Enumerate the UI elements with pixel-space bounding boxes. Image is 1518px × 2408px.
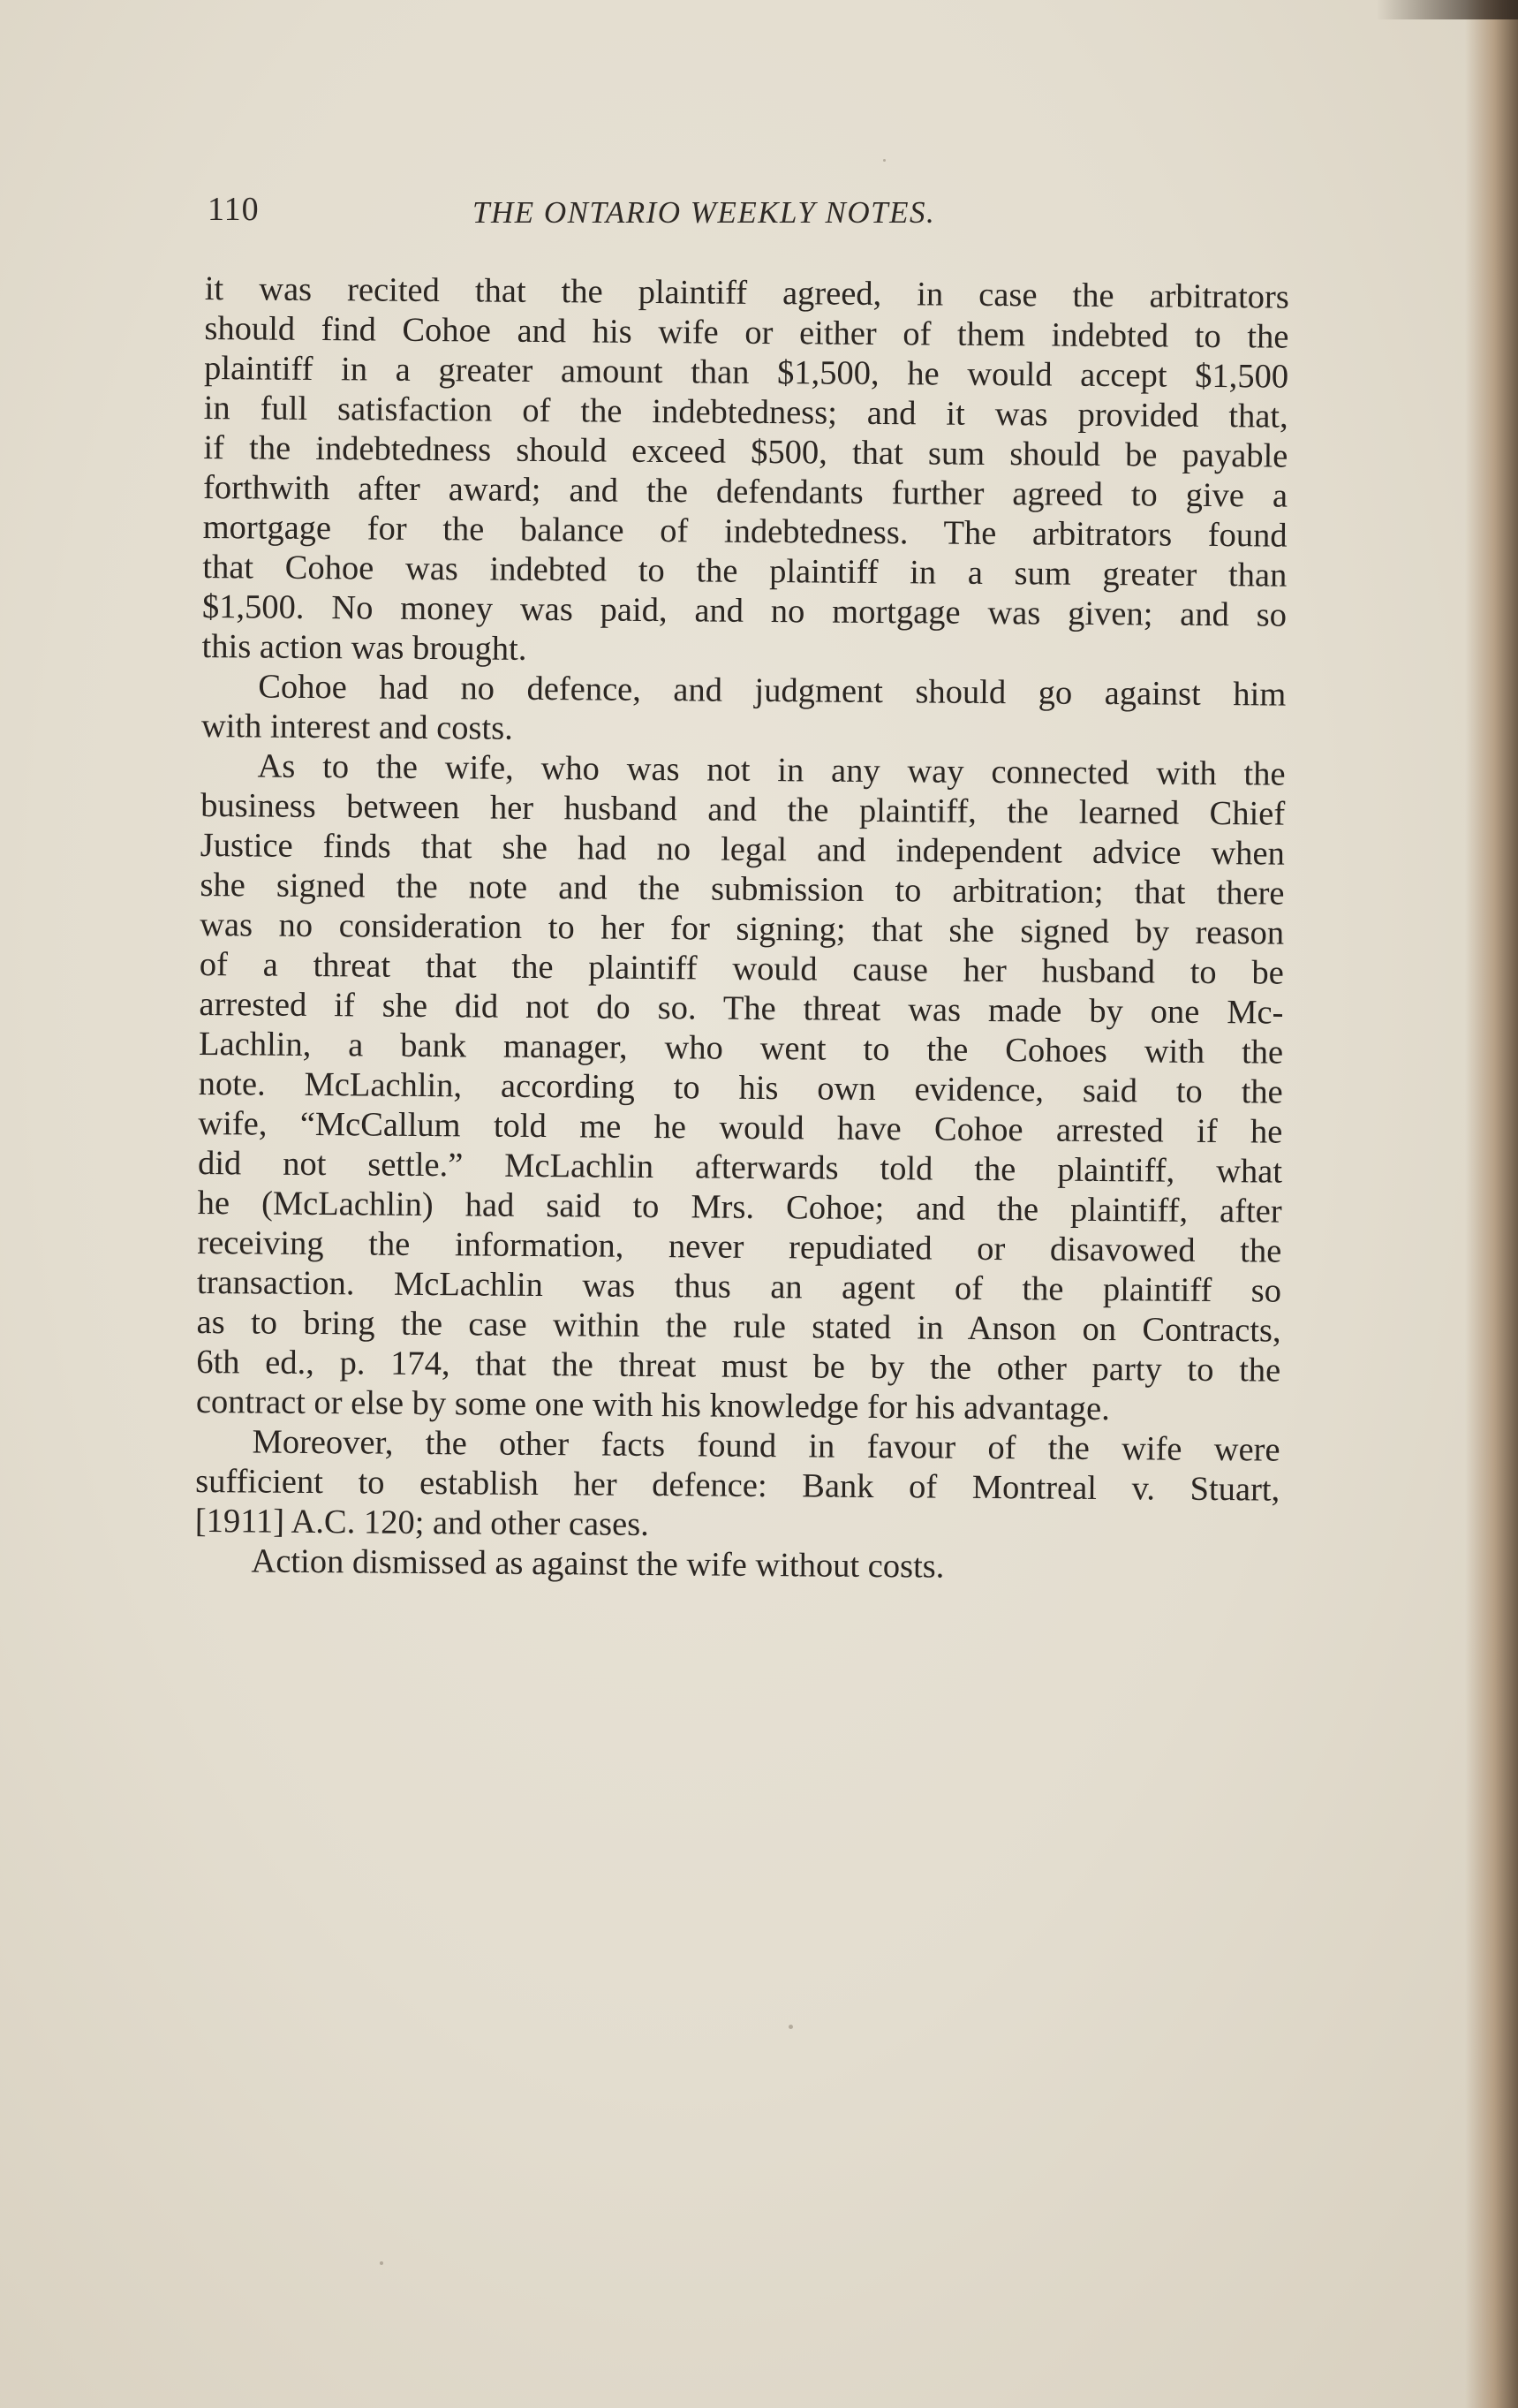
text-line: arrested if she did not do so. The threat was made by one Mc- [199,985,1284,1032]
text-line: contract or else by some one with his knowledge for his advantage. [195,1382,1111,1428]
text-line: this action was brought. [201,627,527,668]
paper-speck [789,2025,793,2029]
text-line: forthwith after award; and the defendants further agreed to give a [202,468,1288,515]
text-line: business between her husband and the plaintiff, the learned Chief [200,786,1286,833]
text-line: sufficient to establish her defence: Bank of Montreal v. Stuart, [195,1462,1280,1509]
page-number: 110 [208,191,260,228]
running-title: THE ONTARIO WEEKLY NOTES. [472,195,936,230]
paper-speck [380,2261,383,2265]
paper-speck [883,159,886,162]
text-line: did not settle.” McLachlin afterwards told the plaintiff, what [197,1144,1283,1191]
text-line: plaintiff in a greater amount than $1,500, he would accept $1,500 [203,349,1289,396]
text-line: Cohoe had no defence, and judgment should go against him [258,668,1287,714]
text-line: wife, “McCallum told me he would have Cohoe arrested if he [198,1104,1283,1151]
text-line: it was recited that the plaintiff agreed, in case the arbitrators [204,269,1289,316]
text-line: if the indebtedness should exceed $500, that sum should be payable [203,428,1288,475]
text-line: [1911] A.C. 120; and other cases. [194,1502,649,1543]
text-line: $1,500. No money was paid, and no mortgage was given; and so [201,587,1288,634]
text-line: Moreover, the other facts found in favour of the wife were [252,1423,1280,1469]
text-line: 6th ed., p. 174, that the threat must be by the other party to the [196,1343,1281,1390]
text-line: receiving the information, never repudiated or disavowed the [197,1223,1282,1270]
paragraph [201,667,1287,755]
spine-shadow [1465,0,1518,2408]
text-line: as to bring the case within the rule stated in Anson on Contracts, [196,1303,1281,1350]
text-line: she signed the note and the submission to arbitration; that there [200,866,1285,912]
paragraph [201,269,1288,676]
paragraph [194,1541,1279,1590]
text-line: with interest and costs. [200,707,513,747]
text-line: note. McLachlin, according to his own evidence, said to the [198,1064,1283,1111]
page-header [208,190,1294,239]
text-line: Action dismissed as against the wife without costs. [251,1542,945,1586]
text-line: Justice finds that she had no legal and independent advice when [200,826,1286,873]
text-line: that Cohoe was indebted to the plaintiff in a sum greater than [202,548,1288,594]
text-line: was no consideration to her for signing; that she signed by reason [200,905,1285,952]
paragraph [195,1422,1280,1550]
text-line: transaction. McLachlin was thus an agent of the plaintiff so [196,1263,1282,1310]
text-line: Lachlin, a bank manager, who went to the Cohoes with the [198,1025,1284,1071]
body-text [194,269,1289,1590]
text-line: he (McLachlin) had said to Mrs. Cohoe; and the plaintiff, after [197,1184,1282,1231]
text-line: of a threat that the plaintiff would cause her husband to be [199,945,1284,992]
page-edge-shadow [1377,0,1518,19]
text-line: mortgage for the balance of indebtedness. The arbitrators found [202,508,1288,555]
paragraph [196,746,1286,1431]
text-line: in full satisfaction of the indebtedness; and it was provided that, [203,389,1288,435]
text-line: As to the wife, who was not in any way connected with the [257,747,1286,793]
text-line: should find Cohoe and his wife or either of them indebted to the [204,309,1289,356]
